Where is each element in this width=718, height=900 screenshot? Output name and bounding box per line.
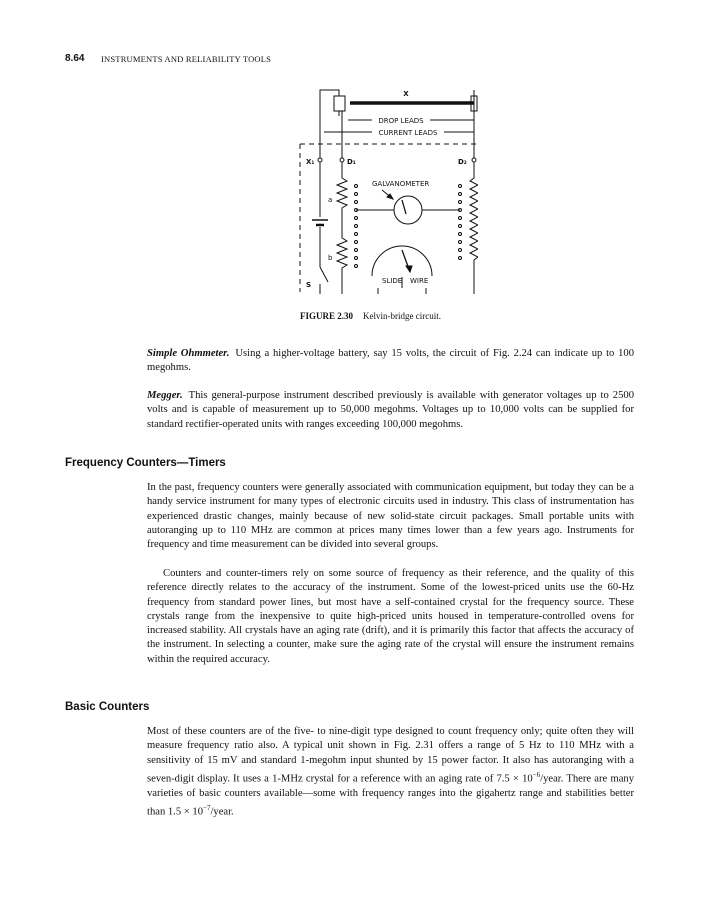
label-d1: D₁ (347, 158, 356, 166)
label-s: S (306, 281, 312, 289)
label-current-leads: CURRENT LEADS (378, 129, 438, 137)
left-tap-contacts (355, 185, 358, 268)
ratio-arm-b (337, 222, 347, 294)
label-slide: SLIDE (382, 277, 403, 285)
figure-caption-text: Kelvin-bridge circuit. (363, 311, 441, 321)
basic-counters-heading: Basic Counters (65, 701, 150, 713)
left-clamp (334, 96, 345, 111)
exponent-2: −7 (203, 804, 211, 813)
label-a: a (328, 196, 333, 204)
megger-title: Megger. (147, 390, 183, 401)
running-head: INSTRUMENTS AND RELIABILITY TOOLS (101, 54, 272, 64)
megger-text: This general-purpose instrument described previously is available with generator voltages up to 2500 volts and is capable of measurement up to 50,000 megohms. Voltages up to 10,000 volts can be supplied for standard rectifier-operated units with ranges exceeding 100,000 megohms. (147, 390, 634, 430)
terminal-x1 (318, 158, 322, 162)
right-tap-contacts (459, 185, 462, 260)
label-x: X (403, 90, 409, 98)
label-x1: X₁ (306, 158, 315, 166)
terminal-d2 (472, 158, 476, 162)
frequency-counters-paragraph-2: Counters and counter-timers rely on some source of frequency as their reference, and the quality of this reference directly relates to the accuracy of the instrument. Some of the lowest-priced units use the 60-Hz frequency from standard power lines, but most have a self-contained crystal for the frequency source. These crystals range from the inexpensive to quite high-priced units housed in temperature-controlled ovens for increased stability. All crystals have an aging rate (drift), and it is primarily this factor that affects the accuracy of the instrument. In selecting a counter, make sure the aging rate of the crystal will ensure the instrument remains within the required accuracy. (147, 568, 634, 665)
simple-ohmmeter-title: Simple Ohmmeter. (147, 348, 230, 359)
ratio-arm-a (337, 162, 347, 222)
simple-ohmmeter-text: Using a higher-voltage battery, say 15 volts, the circuit of Fig. 2.24 can indicate up to 100 megohms. (147, 348, 634, 374)
terminal-d1 (340, 158, 344, 162)
label-d2: D₂ (458, 158, 467, 166)
figure-caption (300, 311, 500, 321)
kelvin-bridge-figure (298, 82, 478, 300)
label-galvanometer: GALVANOMETER (372, 180, 430, 188)
simple-ohmmeter-paragraph (147, 347, 634, 376)
label-wire: WIRE (410, 277, 429, 285)
galvanometer (394, 196, 422, 224)
page-number: 8.64 (65, 53, 85, 64)
frequency-counters-heading: Frequency Counters—Timers (65, 457, 226, 469)
basic-counters-text-2: /year. There are many varieties of basic counters available—some with frequency ranges into the gigahertz range and stabilities better than 1.5 × 10 (147, 773, 634, 818)
exponent-1: −6 (532, 770, 541, 779)
megger-paragraph (147, 389, 634, 432)
kelvin-bridge-diagram (298, 82, 478, 300)
basic-counters-text-1: Most of these counters are of the five- to nine-digit type designed to count frequency only; quite often they will measure frequency ratio also. A typical unit shown in Fig. 2.31 offers a range of 5 Hz to 110 MHz with a sensitivity of 15 mV and standard 1-megohm input shunted by 15 power factor. It also has autoranging with a seven-digit display. It uses a 1-MHz crystal for a reference with an aging rate of 7.5 × 10 (147, 726, 634, 785)
label-b: b (328, 254, 333, 262)
basic-counters-text-3: /year. (210, 806, 234, 818)
basic-counters-paragraph (147, 725, 634, 820)
switch-s (320, 267, 328, 282)
label-drop-leads: DROP LEADS (378, 117, 424, 125)
right-ratio-coil (470, 162, 478, 294)
frequency-counters-paragraph-1: In the past, frequency counters were generally associated with communication equipment, but today they can be a handy service instrument for many types of electronic circuits used in industry. This class of instrumentation has experienced drastic changes, mainly because of new solid-state circuit packages. Small portable units with autoranging up to 110 MHz are common at prices many times lower than a few years ago. Instruments for frequency and time measurement can be divided into several groups. (147, 482, 634, 551)
page-header (65, 53, 665, 67)
figure-label: FIGURE 2.30 (300, 311, 354, 321)
